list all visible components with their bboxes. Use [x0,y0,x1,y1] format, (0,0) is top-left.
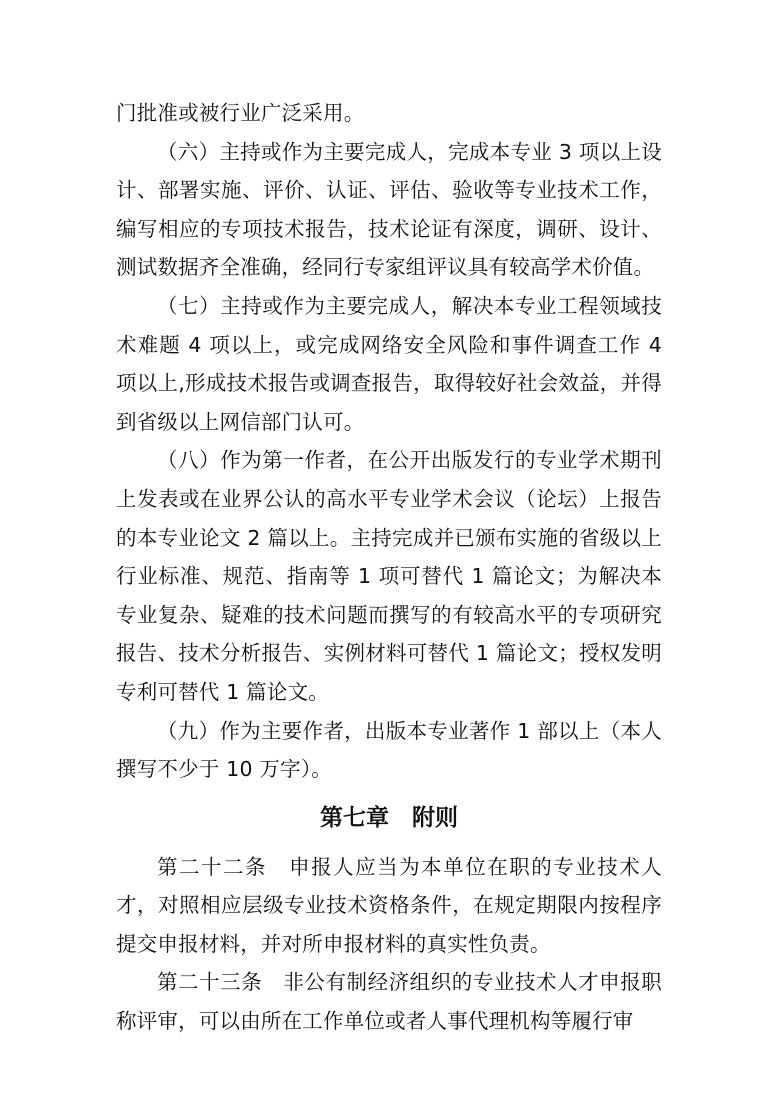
article-22-label: 第二十二条 [157,854,268,879]
article-23-text: 非公有制经济组织的专业技术人才申报职称评审，可以由所在工作单位或者人事代理机构等履行审 [116,970,662,1034]
article-23 [116,963,662,1040]
article-22-text: 申报人应当为本单位在职的专业技术人才，对照相应层级专业技术资格条件，在规定期限内按程序提交申报材料，并对所申报材料的真实性负责。 [116,854,663,956]
article-23-label: 第二十三条 [157,970,263,995]
document-body [116,94,662,1041]
paragraph-continuation: 门批准或被行业广泛采用。 [116,101,365,125]
paragraph-item-9: （九）作为主要作者，出版本专业著作 1 部以上（本人撰写不少于 10 万字）。 [116,718,662,782]
paragraph-item-7: （七）主持或作为主要完成人，解决本专业工程领域技术难题 4 项以上，或完成网络安全风险和事件调查工作 4 项以上,形成技术报告或调查报告，取得较好社会效益，并得到省级以上网信部门认可。 [116,293,662,434]
article-22 [116,848,662,964]
chapter-heading: 第七章 附则 [320,804,458,831]
paragraph-item-6: （六）主持或作为主要完成人，完成本专业 3 项以上设计、部署实施、评价、认证、评估、验收等专业技术工作，编写相应的专项技术报告，技术论证有深度，调研、设计、测试数据齐全准确，经同行专家组评议具有较高学术价值。 [116,139,662,280]
paragraph-item-8: （八）作为第一作者，在公开出版发行的专业学术期刊上发表或在业界公认的高水平专业学术会议（论坛）上报告的本专业论文 2 篇以上。主持完成并已颁布实施的省级以上行业标准、规范、指南等 1 项可替代 1 篇论文；为解决本专业复杂、疑难的技术问题而撰写的有较高水平的专项研究报告、技术分析报告、实例材料可替代 1 篇论文；授权发明专利可替代 1 篇论文。 [116,448,662,704]
